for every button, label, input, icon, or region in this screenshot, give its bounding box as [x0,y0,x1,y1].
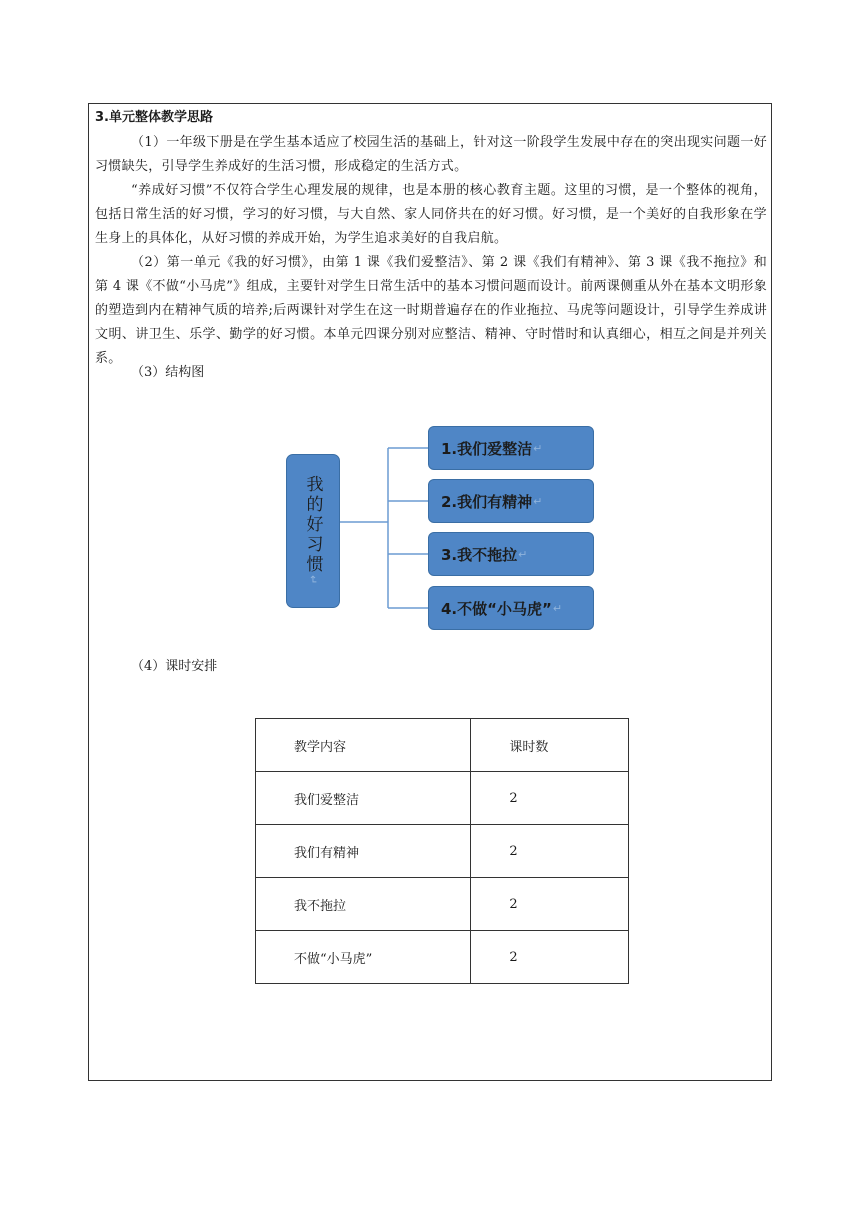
return-mark: ↵ [533,494,543,508]
table-row [256,825,629,878]
schedule-table [255,718,629,984]
cell-content: 我不拖拉 [256,878,471,931]
cell-hours: 2 [471,772,629,825]
table-header-row [256,719,629,772]
cell-hours: 2 [471,878,629,931]
root-node-label: 我的好习惯 [302,474,323,575]
structure-heading: （3）结构图 [131,365,205,380]
header-cell-hours: 课时数 [471,719,629,772]
lesson-node-4 [428,586,594,630]
lesson-node-2 [428,479,594,523]
table-row [256,931,629,984]
header-cell-content: 教学内容 [256,719,471,772]
lesson-node-3 [428,532,594,576]
cell-hours: 2 [471,931,629,984]
return-mark: ↵ [518,547,528,561]
table-row [256,772,629,825]
lesson-node-label: 3.我不拖拉 [441,545,518,564]
section-title: 3.单元整体教学思路 [95,110,213,125]
cell-hours: 2 [471,825,629,878]
cell-content: 不做“小马虎” [256,931,471,984]
return-mark: ↵ [533,441,543,455]
lesson-node-label: 1.我们爱整洁 [441,439,533,458]
paragraph-background: （1）一年级下册是在学生基本适应了校园生活的基础上，针对这一阶段学生发展中存在的突出现实问题一好习惯缺失，引导学生养成好的生活习惯，形成稳定的生活方式。 [95,135,767,174]
paragraph-unit-overview: （2）第一单元《我的好习惯》，由第 1 课《我们爱整洁》、第 2 课《我们有精神》、第 3 课《我不拖拉》和第 4 课《不做“小马虎”》组成，主要针对学生日常生活中的基本习惯问题而设计。前两课侧重从外在基本文明形象的塑造到内在精神气质的培养;后两课针对学生在这一时期普遍存在的作业拖拉、马虎等问题设计，引导学生养成讲文明、讲卫生、乐学、勤学的好习惯。本单元四课分别对应整洁、精神、守时惜时和认真细心，相互之间是并列关系。 [95,255,767,366]
lesson-node-label: 4.不做“小马虎” [441,599,552,618]
root-node [286,454,340,608]
cell-content: 我们爱整洁 [256,772,471,825]
table-row [256,878,629,931]
return-mark: ↵ [306,574,320,588]
lesson-node-label: 2.我们有精神 [441,492,533,511]
schedule-heading: （4）课时安排 [131,659,218,674]
paragraph-theme: “养成好习惯”不仅符合学生心理发展的规律，也是本册的核心教育主题。这里的习惯，是一个整体的视角，包括日常生活的好习惯，学习的好习惯，与大自然、家人同侪共在的好习惯。好习惯，是一个美好的自我形象在学生身上的具体化，从好习惯的养成开始，为学生追求美好的自我启航。 [95,183,767,246]
lesson-node-1 [428,426,594,470]
return-mark: ↵ [552,601,563,615]
cell-content: 我们有精神 [256,825,471,878]
structure-diagram [284,424,598,634]
